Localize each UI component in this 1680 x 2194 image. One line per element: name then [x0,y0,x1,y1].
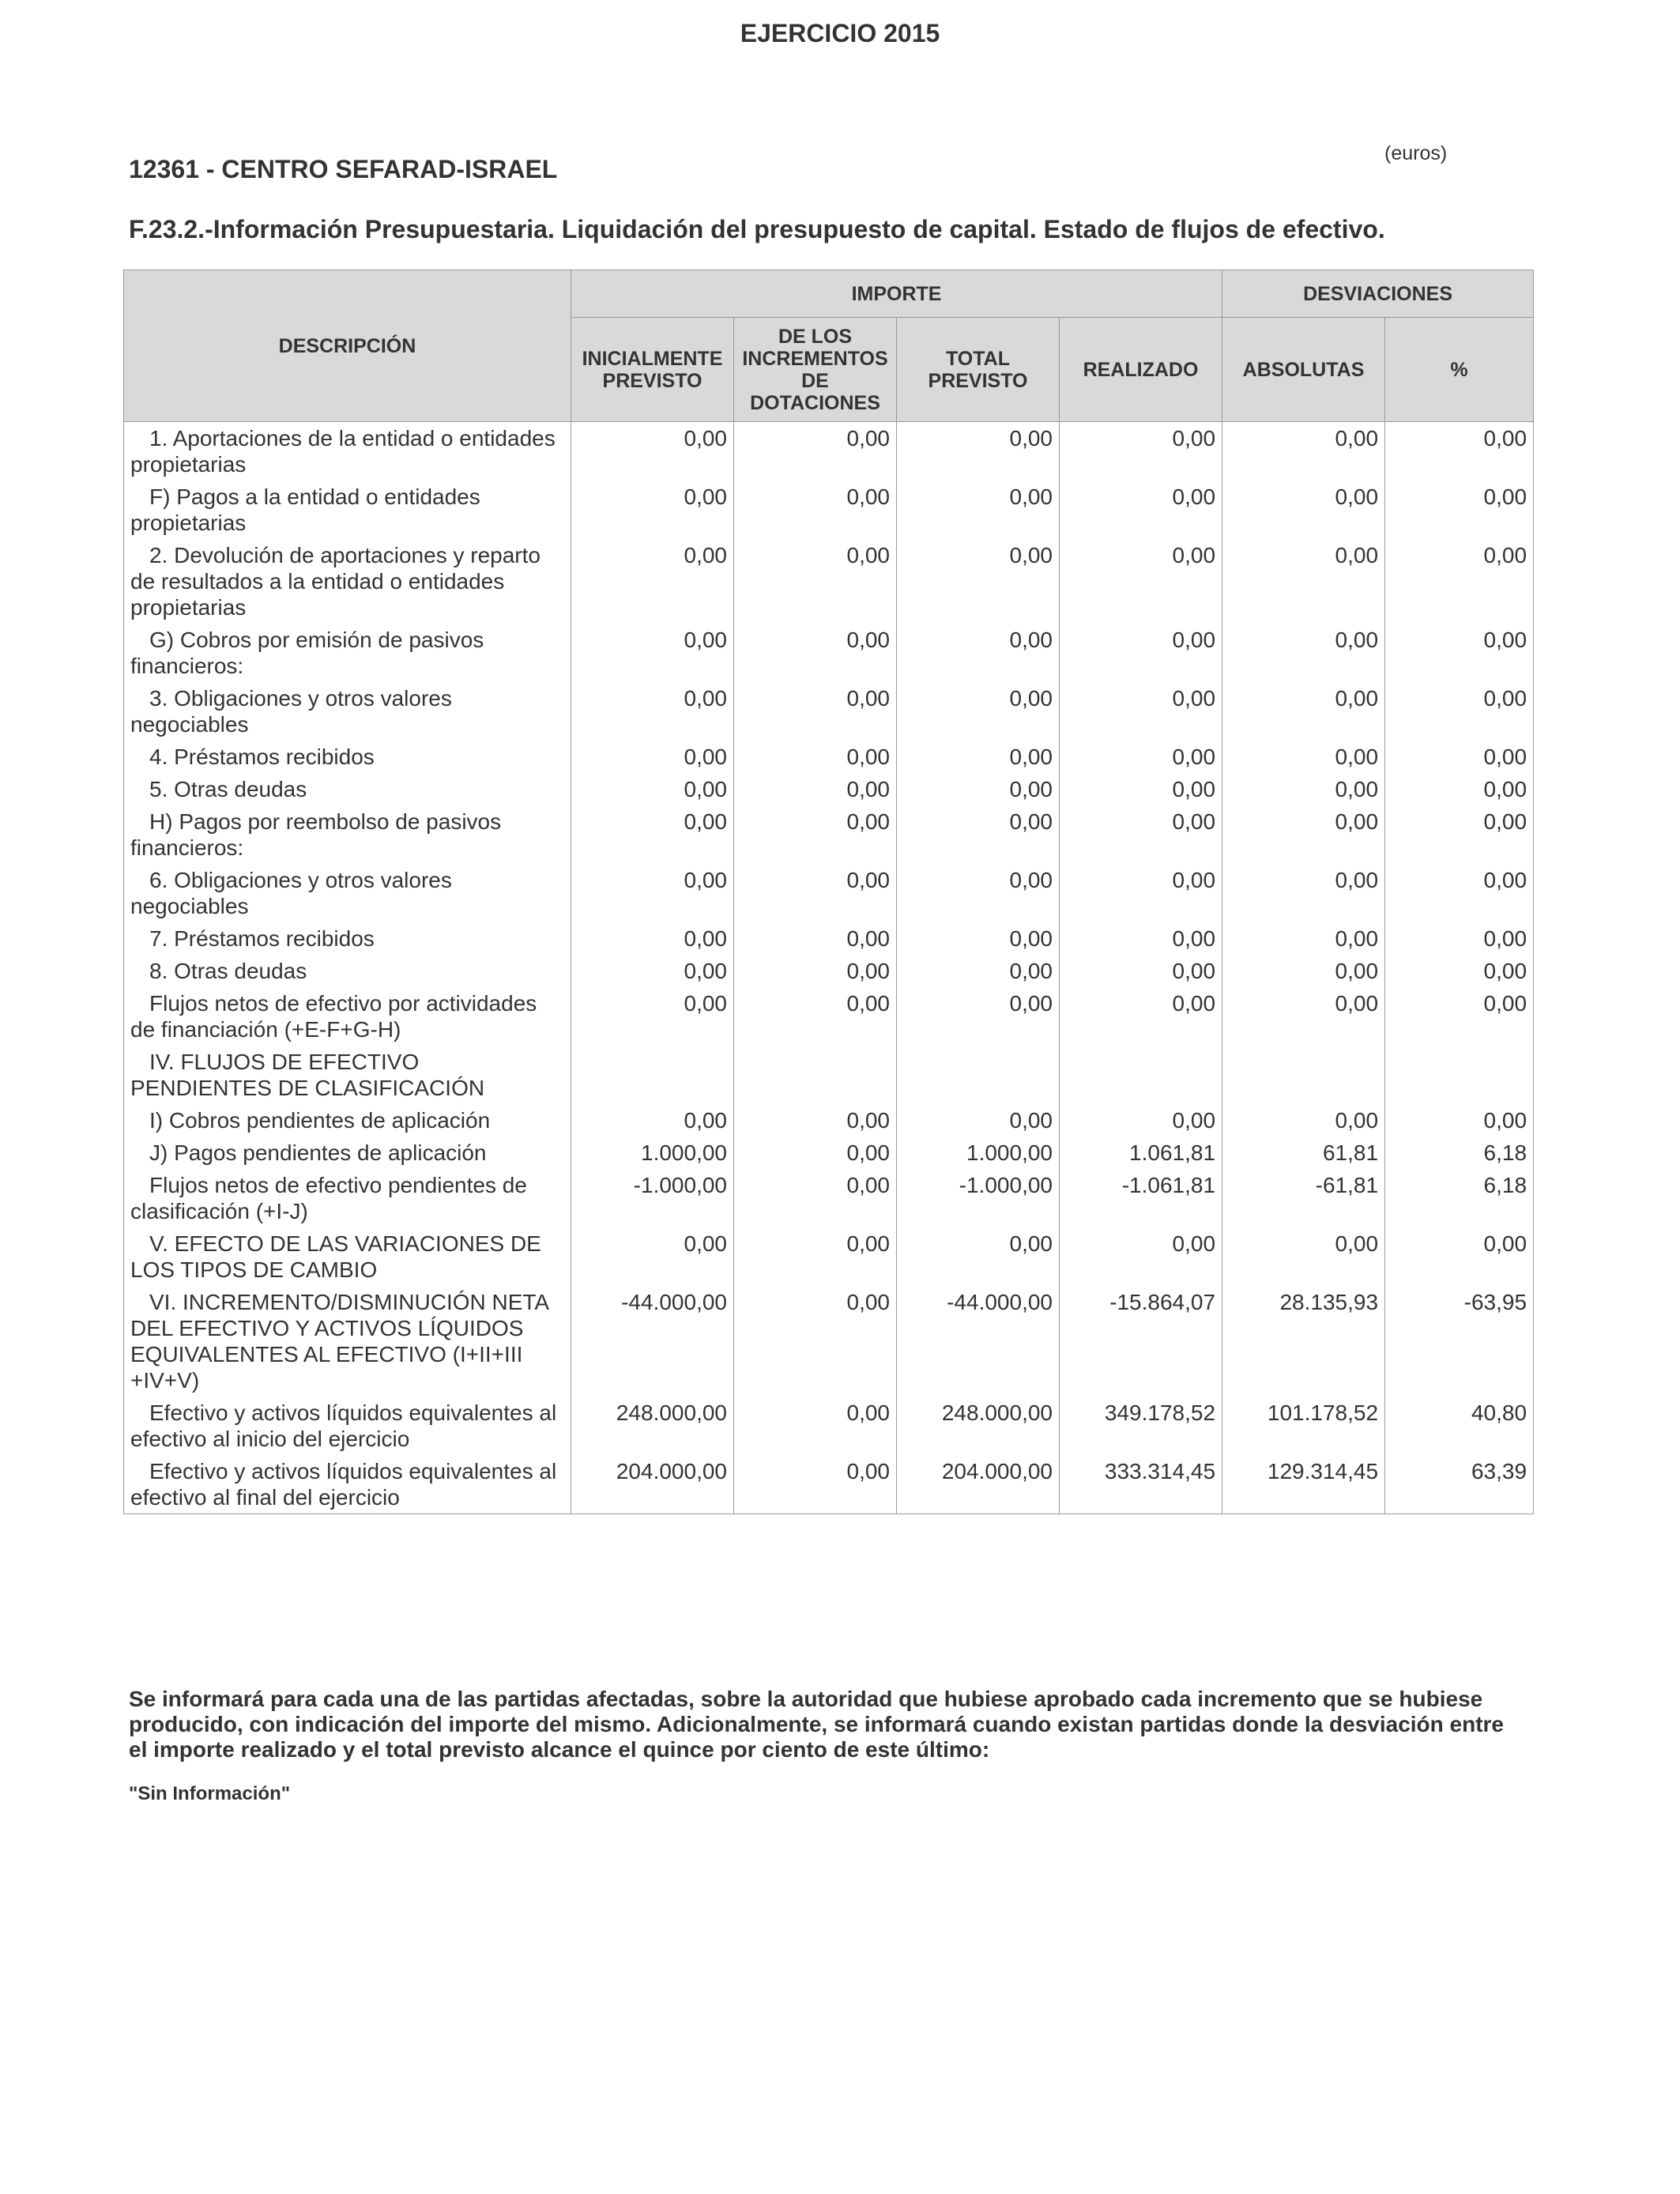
cell-incrementos [734,1046,897,1104]
row-description-text: 2. Devolución de aportaciones y reparto de resultados a la entidad o entidades propietarias [130,543,541,620]
cell-incrementos: 0,00 [734,987,897,1046]
cell-inicialmente-previsto: 0,00 [571,955,734,987]
cell-incrementos: 0,00 [734,481,897,539]
cell-absolutas: 0,00 [1222,481,1385,539]
cell-inicialmente-previsto: -44.000,00 [571,1286,734,1397]
cell-inicialmente-previsto: 0,00 [571,481,734,539]
cell-incrementos: 0,00 [734,773,897,805]
table-row [124,773,1534,805]
table-row [124,1286,1534,1397]
table-row [124,1227,1534,1286]
row-description-text: Flujos netos de efectivo pendientes de clasificación (+I-J) [130,1173,527,1223]
row-description-text: Flujos netos de efectivo por actividades de financiación (+E-F+G-H) [130,991,537,1042]
cell-inicialmente-previsto: 0,00 [571,864,734,922]
table-row [124,922,1534,955]
row-description-text: F) Pagos a la entidad o entidades propietarias [130,484,480,535]
cell-porcentaje: 0,00 [1385,1227,1534,1286]
cell-incrementos: 0,00 [734,1455,897,1514]
row-description-text: H) Pagos por reembolso de pasivos financieros: [130,809,502,860]
table-row [124,1397,1534,1455]
cell-porcentaje: 0,00 [1385,539,1534,624]
report-title: F.23.2.-Información Presupuestaria. Liquidación del presupuesto de capital. Estado de flujos de efectivo. [129,215,1385,243]
cell-inicialmente-previsto: 0,00 [571,539,734,624]
no-information-label: "Sin Información" [129,1783,291,1804]
cell-inicialmente-previsto: 204.000,00 [571,1455,734,1514]
row-description [124,1397,571,1455]
table-row [124,539,1534,624]
row-description [124,539,571,624]
cell-incrementos: 0,00 [734,922,897,955]
cell-porcentaje: 0,00 [1385,955,1534,987]
table-row [124,422,1534,481]
cell-realizado: 0,00 [1060,624,1222,682]
table-row [124,741,1534,773]
row-description-text: Efectivo y activos líquidos equivalentes al efectivo al final del ejercicio [130,1459,557,1510]
row-description [124,864,571,922]
cell-realizado: 0,00 [1060,773,1222,805]
table-row [124,955,1534,987]
cell-realizado: 0,00 [1060,1104,1222,1137]
cell-porcentaje: 0,00 [1385,987,1534,1046]
cell-realizado: -15.864,07 [1060,1286,1222,1397]
row-description-text: 3. Obligaciones y otros valores negociables [130,686,452,737]
row-description [124,422,571,481]
table-row [124,1104,1534,1137]
table-row [124,624,1534,682]
cell-inicialmente-previsto: -1.000,00 [571,1169,734,1227]
cell-porcentaje [1385,1046,1534,1104]
cell-total-previsto: 0,00 [897,741,1060,773]
table-row [124,1169,1534,1227]
row-description [124,922,571,955]
col-header-inicialmente-previsto: INICIALMENTE PREVISTO [571,318,734,422]
cell-absolutas: -61,81 [1222,1169,1385,1227]
row-description-text: 8. Otras deudas [149,959,307,983]
col-header-descripcion: DESCRIPCIÓN [124,270,571,422]
row-description [124,1137,571,1169]
capital-budget-table [123,270,1534,1514]
row-description-text: VI. INCREMENTO/DISMINUCIÓN NETA DEL EFECTIVO Y ACTIVOS LÍQUIDOS EQUIVALENTES AL EFECTIVO (I+II+III +IV+V) [130,1290,548,1393]
cell-inicialmente-previsto: 0,00 [571,1227,734,1286]
cell-total-previsto: 0,00 [897,987,1060,1046]
cell-porcentaje: -63,95 [1385,1286,1534,1397]
cell-realizado: -1.061,81 [1060,1169,1222,1227]
row-description [124,955,571,987]
cell-realizado: 0,00 [1060,741,1222,773]
cell-absolutas: 28.135,93 [1222,1286,1385,1397]
cell-absolutas: 0,00 [1222,864,1385,922]
cell-total-previsto: 1.000,00 [897,1137,1060,1169]
cell-total-previsto: 0,00 [897,955,1060,987]
row-description-text: Efectivo y activos líquidos equivalentes al efectivo al inicio del ejercicio [130,1400,557,1451]
col-header-total-previsto: TOTAL PREVISTO [897,318,1060,422]
cell-incrementos: 0,00 [734,955,897,987]
row-description-text: G) Cobros por emisión de pasivos financieros: [130,628,484,678]
cell-incrementos: 0,00 [734,1169,897,1227]
exercise-year-heading: EJERCICIO 2015 [740,19,940,47]
cell-realizado: 0,00 [1060,422,1222,481]
cell-incrementos: 0,00 [734,1104,897,1137]
table-row [124,682,1534,741]
entity-name: 12361 - CENTRO SEFARAD-ISRAEL [129,155,558,183]
cell-inicialmente-previsto: 1.000,00 [571,1137,734,1169]
cell-absolutas: 0,00 [1222,955,1385,987]
cell-porcentaje: 0,00 [1385,773,1534,805]
cell-incrementos: 0,00 [734,422,897,481]
cell-total-previsto: 0,00 [897,1104,1060,1137]
cell-porcentaje: 6,18 [1385,1169,1534,1227]
cell-total-previsto [897,1046,1060,1104]
cell-realizado: 0,00 [1060,539,1222,624]
cell-total-previsto: 0,00 [897,539,1060,624]
cell-absolutas: 0,00 [1222,539,1385,624]
cell-total-previsto: 0,00 [897,422,1060,481]
cell-absolutas: 0,00 [1222,1104,1385,1137]
cell-realizado: 0,00 [1060,805,1222,864]
cell-realizado: 0,00 [1060,864,1222,922]
cell-inicialmente-previsto: 0,00 [571,1104,734,1137]
row-description-text: V. EFECTO DE LAS VARIACIONES DE LOS TIPOS DE CAMBIO [130,1231,541,1282]
cell-inicialmente-previsto: 0,00 [571,422,734,481]
row-description-text: J) Pagos pendientes de aplicación [149,1140,487,1165]
cell-inicialmente-previsto: 0,00 [571,624,734,682]
cell-absolutas: 0,00 [1222,741,1385,773]
cell-absolutas: 129.314,45 [1222,1455,1385,1514]
row-description [124,1286,571,1397]
cell-realizado: 0,00 [1060,1227,1222,1286]
row-description [124,741,571,773]
footer-note: Se informará para cada una de las partidas afectadas, sobre la autoridad que hubiese aprobado cada incremento que se hubiese producido, con indicación del importe del mismo. Adicionalmente, se informará cuando existan partidas donde la desviación entre el importe realizado y el total previsto alcance el quince por ciento de este último: [129,1687,1505,1762]
row-description [124,1455,571,1514]
table-body [124,422,1534,1514]
cell-incrementos: 0,00 [734,1286,897,1397]
cell-porcentaje: 0,00 [1385,805,1534,864]
cell-absolutas: 0,00 [1222,682,1385,741]
cell-absolutas: 0,00 [1222,987,1385,1046]
cell-total-previsto: -1.000,00 [897,1169,1060,1227]
cell-realizado: 0,00 [1060,922,1222,955]
cell-incrementos: 0,00 [734,1137,897,1169]
cell-incrementos: 0,00 [734,682,897,741]
cell-absolutas: 0,00 [1222,805,1385,864]
cell-inicialmente-previsto [571,1046,734,1104]
cell-incrementos: 0,00 [734,1227,897,1286]
cell-porcentaje: 0,00 [1385,422,1534,481]
row-description [124,805,571,864]
col-header-porcentaje: % [1385,318,1534,422]
cell-total-previsto: 0,00 [897,1227,1060,1286]
cell-realizado: 0,00 [1060,682,1222,741]
table-row [124,1137,1534,1169]
cell-total-previsto: 204.000,00 [897,1455,1060,1514]
cell-inicialmente-previsto: 0,00 [571,741,734,773]
row-description [124,682,571,741]
cell-absolutas: 0,00 [1222,922,1385,955]
cell-total-previsto: 248.000,00 [897,1397,1060,1455]
cell-inicialmente-previsto: 0,00 [571,922,734,955]
row-description-text: 4. Préstamos recibidos [149,745,375,769]
cell-inicialmente-previsto: 0,00 [571,773,734,805]
cell-total-previsto: 0,00 [897,922,1060,955]
cell-incrementos: 0,00 [734,539,897,624]
cell-absolutas: 61,81 [1222,1137,1385,1169]
cell-absolutas: 0,00 [1222,1227,1385,1286]
row-description [124,481,571,539]
table-row [124,864,1534,922]
cell-total-previsto: 0,00 [897,773,1060,805]
cell-absolutas: 0,00 [1222,773,1385,805]
table-row [124,805,1534,864]
row-description-text: I) Cobros pendientes de aplicación [149,1108,491,1133]
col-header-realizado: REALIZADO [1060,318,1222,422]
group-header-desviaciones: DESVIACIONES [1222,270,1534,318]
table-row [124,987,1534,1046]
cell-realizado: 349.178,52 [1060,1397,1222,1455]
currency-units-label: (euros) [1384,142,1448,164]
cell-total-previsto: 0,00 [897,682,1060,741]
cell-total-previsto: 0,00 [897,805,1060,864]
cell-total-previsto: 0,00 [897,864,1060,922]
cell-realizado: 0,00 [1060,481,1222,539]
cell-incrementos: 0,00 [734,864,897,922]
cell-incrementos: 0,00 [734,741,897,773]
cell-realizado: 0,00 [1060,987,1222,1046]
table-row [124,481,1534,539]
row-description-text: 6. Obligaciones y otros valores negociables [130,868,452,918]
cell-inicialmente-previsto: 0,00 [571,682,734,741]
table-row [124,1455,1534,1514]
row-description [124,1227,571,1286]
row-description-text: IV. FLUJOS DE EFECTIVO PENDIENTES DE CLASIFICACIÓN [130,1050,485,1100]
cell-porcentaje: 40,80 [1385,1397,1534,1455]
cell-total-previsto: -44.000,00 [897,1286,1060,1397]
cell-porcentaje: 0,00 [1385,624,1534,682]
row-description-text: 1. Aportaciones de la entidad o entidades propietarias [130,426,556,477]
cell-realizado [1060,1046,1222,1104]
col-header-absolutas: ABSOLUTAS [1222,318,1385,422]
row-description [124,624,571,682]
cell-porcentaje: 0,00 [1385,864,1534,922]
cell-incrementos: 0,00 [734,1397,897,1455]
col-header-incrementos: DE LOS INCREMENTOS DE DOTACIONES [734,318,897,422]
row-description [124,1046,571,1104]
cell-incrementos: 0,00 [734,805,897,864]
row-description [124,1104,571,1137]
cell-porcentaje: 63,39 [1385,1455,1534,1514]
row-description [124,1169,571,1227]
row-description [124,773,571,805]
cell-porcentaje: 0,00 [1385,1104,1534,1137]
cell-realizado: 333.314,45 [1060,1455,1222,1514]
cell-total-previsto: 0,00 [897,624,1060,682]
table-row [124,1046,1534,1104]
cell-absolutas: 0,00 [1222,422,1385,481]
cell-porcentaje: 0,00 [1385,922,1534,955]
cell-porcentaje: 0,00 [1385,741,1534,773]
cell-inicialmente-previsto: 0,00 [571,805,734,864]
row-description-text: 5. Otras deudas [149,777,307,801]
cell-incrementos: 0,00 [734,624,897,682]
cell-inicialmente-previsto: 0,00 [571,987,734,1046]
cell-absolutas: 0,00 [1222,624,1385,682]
cell-absolutas [1222,1046,1385,1104]
cell-total-previsto: 0,00 [897,481,1060,539]
row-description-text: 7. Préstamos recibidos [149,926,375,951]
cell-realizado: 1.061,81 [1060,1137,1222,1169]
cell-realizado: 0,00 [1060,955,1222,987]
cell-absolutas: 101.178,52 [1222,1397,1385,1455]
row-description [124,987,571,1046]
group-header-importe: IMPORTE [571,270,1222,318]
cell-porcentaje: 0,00 [1385,682,1534,741]
cell-porcentaje: 0,00 [1385,481,1534,539]
cell-inicialmente-previsto: 248.000,00 [571,1397,734,1455]
cell-porcentaje: 6,18 [1385,1137,1534,1169]
